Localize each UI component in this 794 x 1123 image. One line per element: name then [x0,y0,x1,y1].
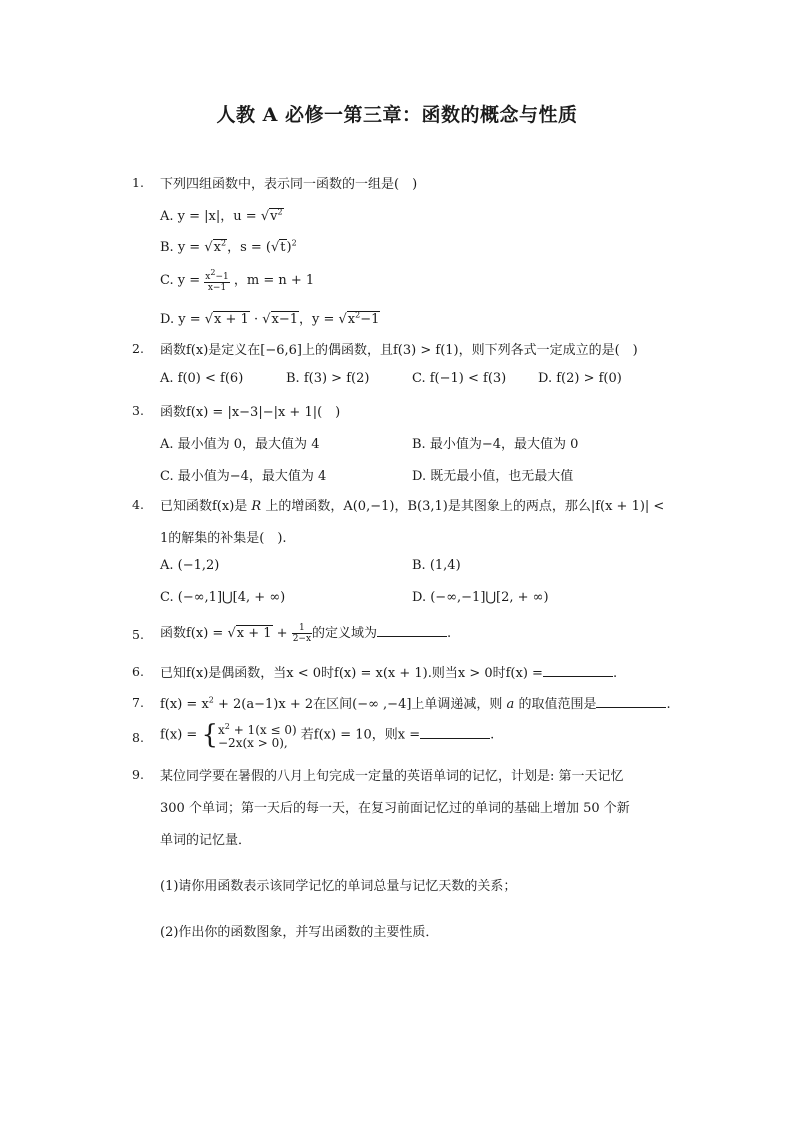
text: f(x) = x [160,697,209,712]
q4-option-b: B. (1,4) [412,558,461,573]
question-number: 9. [132,767,144,782]
q2-option-b: B. f(3) > f(2) [286,371,370,386]
q1-option-a [160,205,284,224]
question-9-line-2: 300 个单词；第一天后的每一天，在复习前面记忆过的单词的基础上增加 50 个新 [160,801,630,816]
text: 已知函数f(x)是 [160,499,252,514]
variable: a [506,697,515,712]
question-number: 8. [132,730,144,745]
question-6-stem: 已知f(x)是偶函数，当x < 0时f(x) = x(x + 1).则当x > 0时f(x) = . [160,666,618,681]
option-label: B. [160,240,174,255]
page-title: 人教 A 必修一第三章：函数的概念与性质 [216,104,578,126]
q1-option-d [160,308,380,327]
question-7-stem: $f(x) = x^2 + 2(a-1)x + 2$在区间(−∞ ,−4]上单调递减，则 a 的取值范围是 . [160,695,671,712]
fraction: $\frac{x^2-1}{x-1}$ [205,268,229,293]
question-3-stem: 函数f(x) = |x−3|−|x + 1|( ) [160,405,341,420]
brace-icon: { [201,720,218,750]
text: 上的增函数，A(0,−1)，B(3,1)是其图象上的两点，那么|f(x + 1)| < [261,499,665,514]
option-text: y = [177,273,201,288]
q3-option-d: D. 既无最小值，也无最大值 [412,469,574,484]
question-9-sub-1: (1)请你用函数表示该同学记忆的单词总量与记忆天数的关系； [160,879,517,894]
text: 的取值范围是 [514,697,597,712]
question-9-line-3: 单词的记忆量． [160,833,252,848]
question-number: 7. [132,695,144,710]
question-8-stem: $f(x) = \{x^2 + 1(x \le 0)$ −2x(x > 0), 若f(x) = 10，则x = . [160,720,495,750]
question-number: 6. [132,664,144,679]
q3-option-a: A. 最小值为 0，最大值为 4 [160,437,320,452]
text: + 2(a−1)x + 2在区间(−∞ ,−4]上单调递减，则 [213,697,507,712]
question-number: 5. [132,627,144,642]
question-5-stem: 函数f(x) = √x + 1 + $\frac{1}{2-x}$ 的定义域为 . [160,623,452,644]
q4-option-a: A. (−1,2) [160,558,220,573]
sqrt-expression: √x + 1 · √x−1，$y = √x^2-1$ [204,310,380,327]
piecewise-definition: $x^2 + 1(x \le 0)$ −2x(x > 0), [218,722,297,750]
q3-option-c: C. 最小值为−4，最大值为 4 [160,469,327,484]
answer-blank[interactable] [596,695,666,708]
text: 的定义域为 [312,626,378,641]
question-4-stem [160,495,664,514]
question-9-line-1: 某位同学要在暑假的八月上旬完成一定量的英语单词的记忆，计划是: 第一天记忆 [160,769,624,784]
fraction: $\frac{1}{2-x}$ [292,623,312,644]
option-text: y = |x|，u = [177,209,257,224]
question-number: 4. [132,497,144,512]
q4-option-d: D. (−∞,−1]⋃[2, + ∞) [412,590,549,605]
answer-blank[interactable] [377,624,447,637]
question-2-stem: 函数f(x)是定义在[−6,6]上的偶函数，且f(3) > f(1)，则下列各式一定成立的是( ) [160,343,638,358]
option-label: D. [160,312,175,327]
text: 已知f(x)是偶函数，当x < 0时f(x) = x(x + 1).则当x > 0时f(x) = [160,666,543,681]
option-label: A. [160,209,174,224]
q2-option-a: A. f(0) < f(6) [160,371,244,386]
sqrt-expression: √x + 1 + [227,626,288,641]
question-number: 3. [132,403,144,418]
text: 函数f(x) = [160,626,224,641]
option-text: y = [178,312,201,327]
q2-option-c: C. f(−1) < f(3) [412,371,507,386]
q1-option-b [160,236,297,255]
q1-option-c [160,268,314,293]
question-4-stem-cont: 1的解集的补集是( ). [160,531,287,546]
option-label: C. [160,273,174,288]
q4-option-c: C. (−∞,1]⋃[4, + ∞) [160,590,286,605]
text: f(x) = [160,727,198,743]
variable: R [251,499,262,514]
question-number: 2. [132,341,144,356]
q3-option-b: B. 最小值为−4，最大值为 0 [412,437,579,452]
answer-blank[interactable] [420,726,490,739]
question-number: 1. [132,175,144,190]
sqrt-expression: $√v^2$ [260,207,283,224]
option-text: y = [177,240,201,255]
text: 若f(x) = 10，则x = [300,727,421,743]
answer-blank[interactable] [543,664,613,677]
sqrt-expression: $√x^2$，$s = (√t)^2$ [204,238,297,255]
question-9-sub-2: (2)作出你的函数图象，并写出函数的主要性质． [160,925,439,940]
expression: ，m = n + 1 [233,273,315,288]
question-1-stem: 下列四组函数中，表示同一函数的一组是( ) [160,177,418,192]
q2-option-d: D. f(2) > f(0) [538,371,622,386]
